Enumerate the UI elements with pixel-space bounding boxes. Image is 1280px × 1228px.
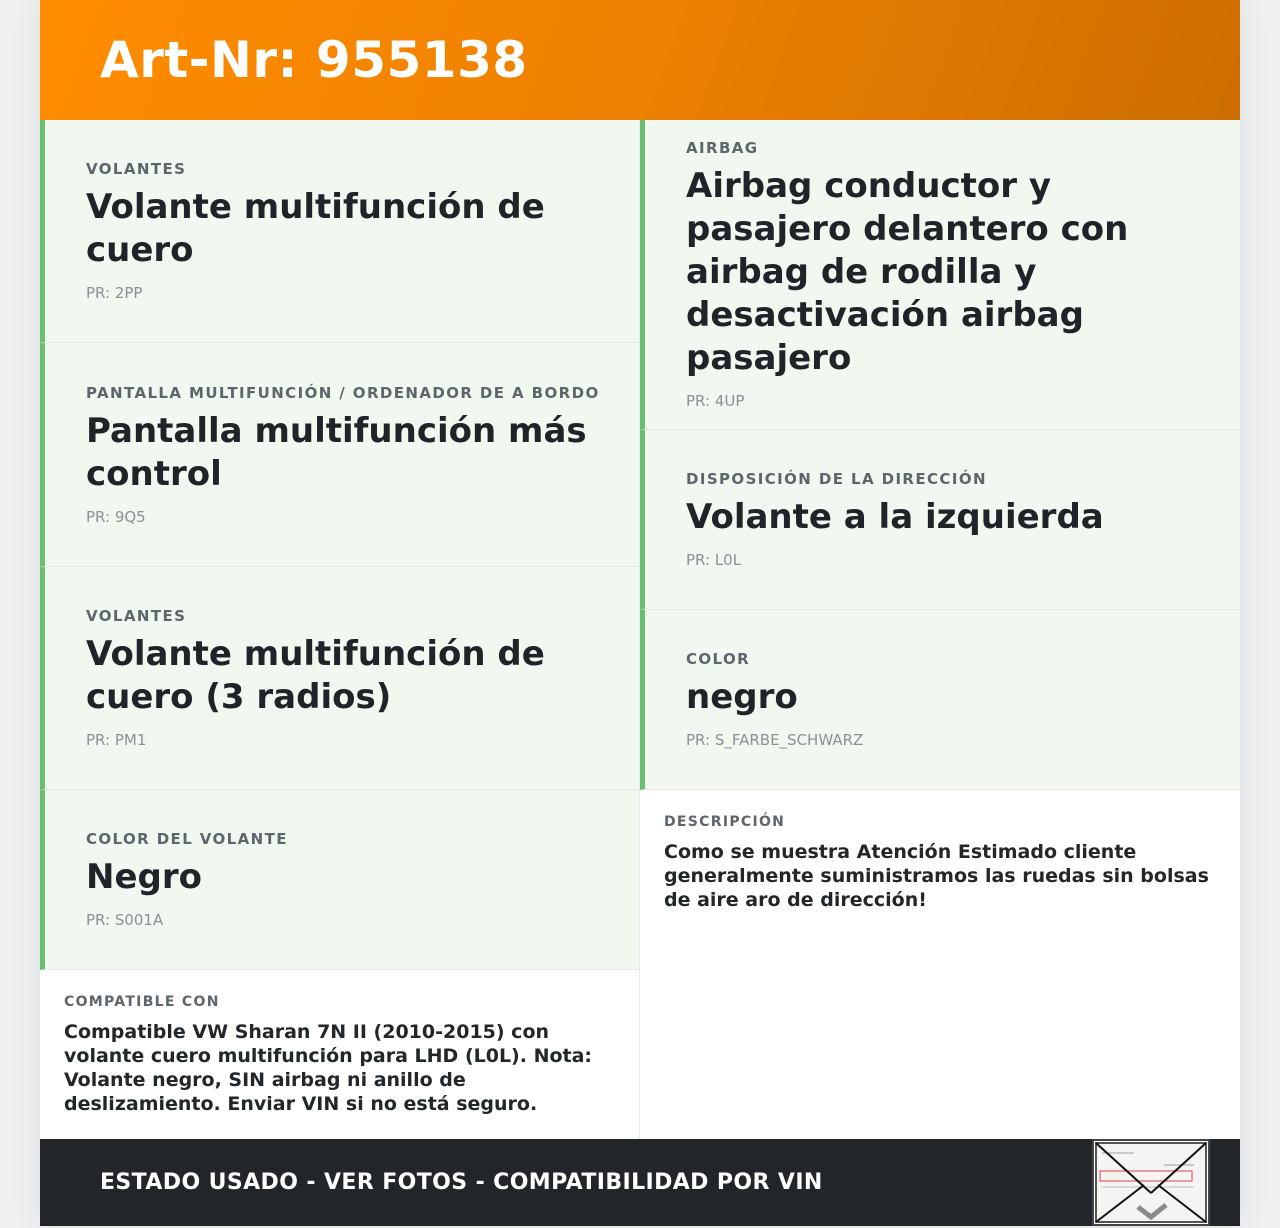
compatible-text: Compatible VW Sharan 7N II (2010-2015) con volante cuero multifunción para LHD (L0L). Nota: Volante negro, SIN airbag ni anillo de deslizamiento. Enviar VIN si no está seguro. [64,1021,593,1115]
spec-card [40,567,639,790]
description-section [640,790,1240,912]
spec-value: Volante a la izquierda [686,497,1104,537]
spec-pr-code: PR: PM1 [86,731,147,749]
spec-category: VOLANTES [86,607,187,625]
compatible-label: COMPATIBLE CON [64,994,220,1010]
spec-value: Volante multifunción de cuero (3 radios) [86,634,545,717]
description-text: Como se muestra Atención Estimado cliente generalmente suministramos las ruedas sin bolsas de aire aro de dirección! [664,841,1209,911]
spec-card [40,120,639,343]
spec-card [640,120,1240,430]
footer-text: ESTADO USADO - VER FOTOS - COMPATIBILIDAD POR VIN [100,1170,823,1195]
product-sheet [40,0,1240,1226]
article-number-title: Art-Nr: 955138 [100,31,528,89]
spec-card [40,343,639,567]
spec-category: COLOR [686,650,751,668]
spec-category: COLOR DEL VOLANTE [86,830,288,848]
header-bar [40,0,1240,120]
envelope-icon [1092,1139,1210,1226]
spec-value: Volante multifunción de cuero [86,187,545,270]
footer-bar [40,1139,1240,1226]
spec-grid [40,120,1240,1139]
spec-category: DISPOSICIÓN DE LA DIRECCIÓN [686,470,987,488]
spec-pr-code: PR: S001A [86,911,164,929]
spec-pr-code: PR: S_FARBE_SCHWARZ [686,731,864,749]
spec-card [40,790,639,970]
spec-pr-code: PR: 9Q5 [86,507,146,526]
spec-category: PANTALLA MULTIFUNCIÓN / ORDENADOR DE A BORDO [86,383,600,402]
spec-value: Airbag conductor y pasajero delantero con airbag de rodilla y desactivación airbag pasajero [686,166,1129,378]
spec-category: AIRBAG [686,139,759,157]
spec-pr-code: PR: 2PP [86,284,143,302]
spec-pr-code: PR: 4UP [686,392,745,410]
spec-pr-code: PR: L0L [686,551,742,569]
spec-value: Pantalla multifunción más control [86,410,587,494]
spec-card [640,430,1240,610]
spec-value: Negro [86,857,202,897]
spec-card [640,610,1240,790]
right-column [640,120,1240,1139]
left-column [40,120,640,1139]
description-label: DESCRIPCIÓN [664,814,786,830]
spec-value: negro [686,677,798,717]
spec-category: VOLANTES [86,160,187,178]
compatible-section [40,970,639,1116]
